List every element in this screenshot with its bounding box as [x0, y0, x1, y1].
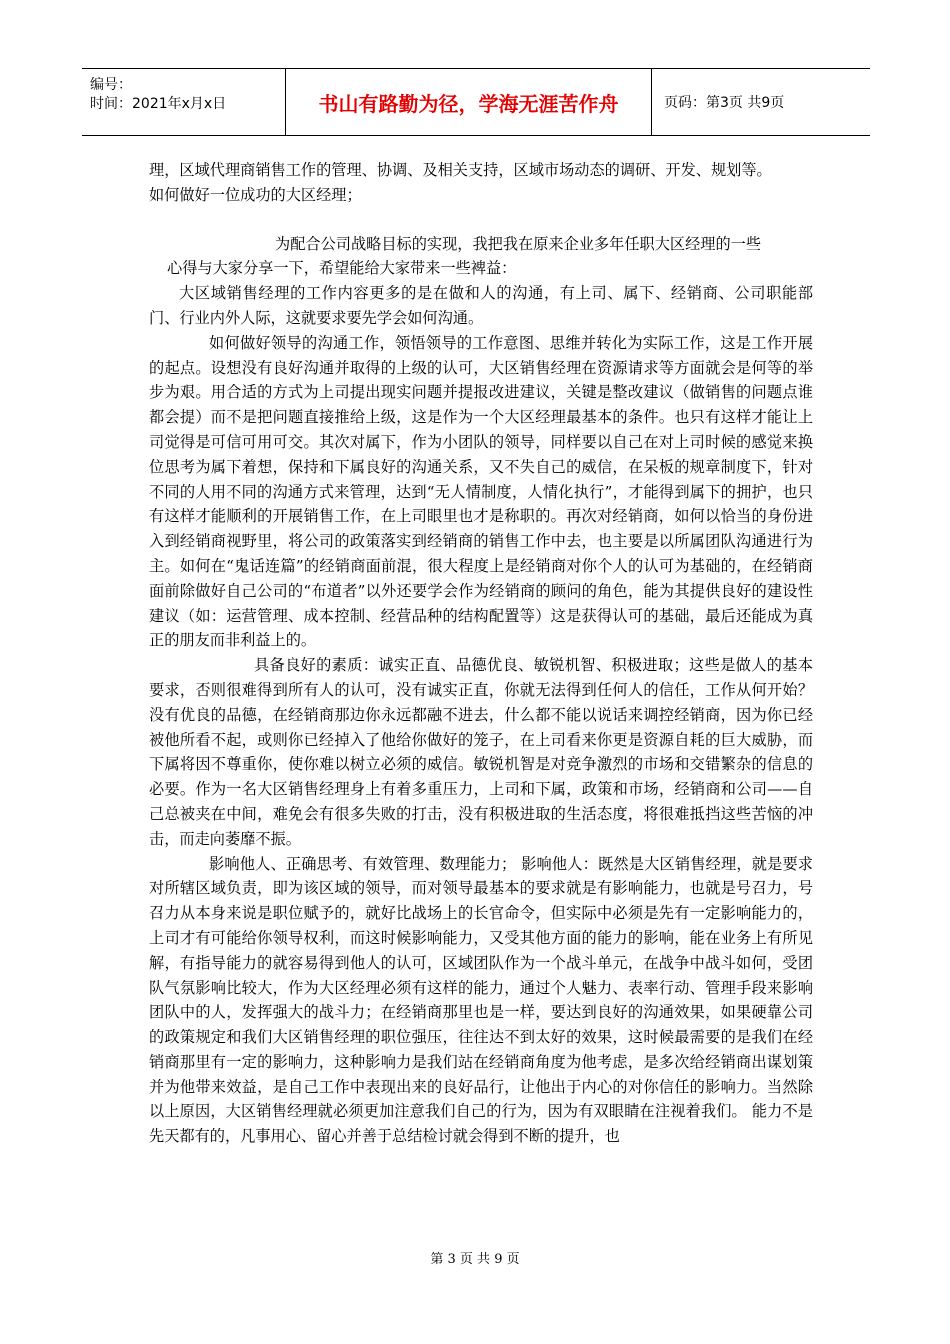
paragraph-3	[149, 232, 813, 257]
page-header	[82, 68, 870, 136]
doc-number-label: 编号：	[90, 77, 132, 93]
doc-time-label: 时间：2021年x月x日	[90, 96, 227, 112]
document-body	[149, 158, 813, 1149]
paragraph-3-line-2: 心得与大家分享一下，希望能给大家带来一些裨益：	[167, 259, 517, 278]
header-motto: 书山有路勤为径，学海无涯苦作舟	[286, 69, 652, 135]
paragraph-2: 如何做好一位成功的大区经理；	[149, 185, 362, 204]
header-meta-cell	[82, 69, 286, 135]
paragraph-3-line-1: 为配合公司战略目标的实现，我把我在原来企业多年任职大区经理的一些	[275, 234, 761, 253]
paragraph-6: 具备良好的素质：诚实正直、品德优良、敏锐机智、积极进取；这些是做人的基本要求，否则很难得到所有人的认可，没有诚实正直，你就无法得到任何人的信任，工作从何开始？没有优良的品德，在经销商那边你永远都融不进去，什么都不能以说话来调控经销商，因为你已经被他所看不起，或则你已经掉入了他给你做好的笼子，在上司看来你更是资源自耗的巨大威胁，而下属将因不尊重你，使你难以树立必须的威信。敏锐机智是对竞争激烈的市场和交错繁杂的信息的必要。作为一名大区销售经理身上有着多重压力，上司和下属，政策和市场，经销商和公司——自己总被夹在中间，难免会有很多失败的打击，没有积极进取的生活态度，将很难抵挡这些苦恼的冲击，而走向萎靡不振。	[149, 656, 813, 848]
paragraph-1: 理，区域代理商销售工作的管理、协调、及相关支持，区域市场动态的调研、开发、规划等。	[149, 161, 772, 179]
header-page-label: 页码：第3页 共9页	[664, 95, 785, 111]
paragraph-5: 如何做好领导的沟通工作，领悟领导的工作意图、思维并转化为实际工作，这是工作开展的起点。设想没有良好沟通并取得的上级的认可，大区销售经理在资源请求等方面就会是何等的举步为艰。用合适的方式为上司提出现实问题并提报改进建议，关键是整改建议（做销售的问题点谁都会提）而不是把问题直接推给上级，这是作为一个大区经理最基本的条件。也只有这样才能让上司觉得是可信可用可交。其次对属下，作为小团队的领导，同样要以自己在对上司时候的感觉来换位思考为属下着想，保持和下属良好的沟通关系，又不失自己的威信，在呆板的规章制度下，针对不同的人用不同的沟通方式来管理，达到“无人情制度，人情化执行”，才能得到属下的拥护，也只有这样才能顺利的开展销售工作，在上司眼里也才是称职的。再次对经销商，如何以恰当的身份进入到经销商视野里，将公司的政策落实到经销商的销售工作中去，也主要是以所属团队沟通进行为主。如何在“鬼话连篇”的经销商面前混，很大程度上是经销商对你个人的认可为基础的，在经销商面前除做好自己公司的“布道者”以外还要学会作为经销商的顾问的角色，能为其提供良好的建设性建议（如：运营管理、成本控制、经营品种的结构配置等）这是获得认可的基础，最后还能成为真正的朋友而非利益上的。	[149, 333, 813, 650]
paragraph-4: 大区域销售经理的工作内容更多的是在做和人的沟通，有上司、属下、经销商、公司职能部门、行业内外人际，这就要求要先学会如何沟通。	[149, 284, 813, 327]
paragraph-7: 影响他人、正确思考、有效管理、数理能力； 影响他人：既然是大区销售经理，就是要求对所辖区域负责，即为该区域的领导，而对领导最基本的要求就是有影响能力，也就是号召力，号召力从本身来说是职位赋予的，就好比战场上的长官命令，但实际中必须是先有一定影响能力的，上司才有可能给你领导权利，而这时候影响能力，又受其他方面的能力的影响，能在业务上有所见解，有指导能力的就容易得到他人的认可，区域团队作为一个战斗单元，在战争中战斗如何，受团队气氛影响比较大，作为大区经理必须有这样的能力，通过个人魅力、表率行动、管理手段来影响团队中的人，发挥强大的战斗力；在经销商那里也是一样，要达到良好的沟通效果，如果硬靠公司的政策规定和我们大区销售经理的职位强压，往往达不到太好的效果，这时候最需要的是我们在经销商那里有一定的影响力，这种影响力是我们站在经销商角度为他考虑，是多次给经销商出谋划策并为他带来效益，是自己工作中表现出来的良好品行，让他出于内心的对你信任的影响力。当然除以上原因，大区销售经理就必须更加注意我们自己的行为，因为有双眼睛在注视着我们。 能力不是先天都有的，凡事用心、留心并善于总结检讨就会得到不断的提升，也	[149, 854, 813, 1146]
page-footer: 第 3 页 共 9 页	[430, 1252, 520, 1267]
